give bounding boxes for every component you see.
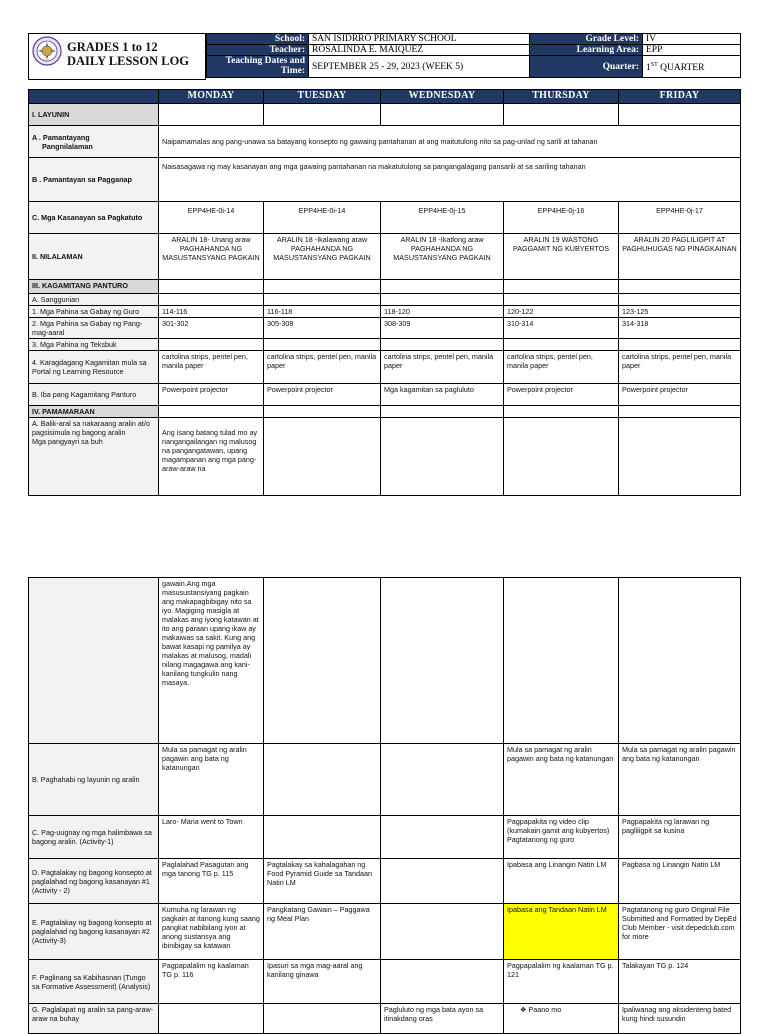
d-pagtalakay-label: D. Pagtalakay ng bagong konsepto at paglalahad ng bagong kasanayan #1 (Activity - 2)	[29, 859, 159, 904]
d-friday: Pagbasa ng Linangin Natin LM	[619, 859, 741, 904]
quarter-value	[643, 56, 741, 78]
teksbuk-label: 3. Mga Pahina ng Teksbuk	[29, 339, 159, 351]
f-friday: Talakayan TG p. 124	[619, 960, 741, 1004]
teaching-dates-value: SEPTEMBER 25 - 29, 2023 (WEEK 5)	[309, 56, 530, 78]
aaral-pages-tuesday: 305-308	[264, 318, 381, 339]
iba-friday: Powerpoint projector	[619, 384, 741, 406]
nilalaman-label: II. NILALAMAN	[29, 234, 159, 280]
grade-level-value: IV	[643, 34, 741, 45]
learning-area-value: EPP	[643, 45, 741, 56]
title-grades: GRADES 1 to 12	[67, 40, 158, 54]
e-tuesday: Pangkatang Gawain – Paggawa ng Meal Plan	[264, 904, 381, 960]
paghahabi-monday: Mula sa pamagat ng aralin pagawin ang bata ng katanungan	[159, 744, 264, 816]
d-tuesday: Pagtalakay sa kahalagahan ng Food Pyramid Guide sa Tandaan Natin LM	[264, 859, 381, 904]
teacher-value: ROSALINDA E. MAIQUEZ	[309, 45, 530, 56]
lesson-log-table-page-1	[28, 89, 741, 496]
karagdagang-friday: cartolina strips, pentel pen, manila paper	[619, 351, 741, 384]
g-friday: Ipaliwanag ang aksidenteng bated kung hindi susundin	[619, 1004, 741, 1034]
e-thursday-text: Ipabasa ang Tandaan Natin LM	[507, 905, 607, 914]
code-tuesday: EPP4HE-0i-14	[264, 202, 381, 234]
deped-seal-icon	[32, 36, 62, 66]
kasanayan-label: C. Mga Kasanayan sa Pagkatuto	[29, 202, 159, 234]
lesson-log-table-page-2	[28, 577, 741, 1034]
guro-pages-tuesday: 116-118	[264, 306, 381, 318]
day-header-monday: MONDAY	[159, 90, 264, 104]
c-thursday: Pagpapakita ng video clip (kumakain gamit ang kubyertos) Pagtatanong ng guro	[504, 816, 619, 859]
karagdagang-label: 4. Karagdagang Kagamitan mula sa Portal ng Learning Resource	[29, 351, 159, 384]
balik-aral-label	[29, 418, 159, 496]
grade-level-label: Grade Level:	[530, 34, 643, 45]
day-header-wednesday: WEDNESDAY	[381, 90, 504, 104]
sanggunian-label: A. Sanggunian	[29, 294, 159, 306]
guro-pages-thursday: 120-122	[504, 306, 619, 318]
f-thursday: Pagpapalalim ng kaalaman TG p. 121	[504, 960, 619, 1004]
e-friday: Pagtatanong ng guro Original File Submitted and Formatted by DepEd Club Member - visit depedclub.com for more	[619, 904, 741, 960]
header-info-table	[206, 33, 741, 78]
aaral-pages-friday: 314-318	[619, 318, 741, 339]
aaral-pages-wednesday: 308-309	[381, 318, 504, 339]
f-paglinang-label: F. Paglinang sa Kabihasnan (Tungo sa Formative Assessment) (Analysis)	[29, 960, 159, 1004]
c-monday: Laro- Maria went to Town	[159, 816, 264, 859]
header-title-box	[28, 33, 206, 80]
f-tuesday: Ipasuri sa mga mag-aaral ang kanilang ginawa	[264, 960, 381, 1004]
layunin-label: I. LAYUNIN	[29, 104, 159, 126]
day-header-blank	[29, 90, 159, 104]
balik-aral-label-line2: Mga pangyayri sa buh	[32, 437, 103, 446]
iba-monday: Powerpoint projector	[159, 384, 264, 406]
karagdagang-tuesday: cartolina strips, pentel pen, manila paper	[264, 351, 381, 384]
pamantayang-text: Naipamamalas ang pang-unawa sa batayang konsepto ng gawaing pantahanan at ang maitutulong nito sa pag-unlad ng sarili at tahanan	[159, 126, 741, 158]
paghahabi-label: B. Paghahabi ng layunin ng aralin	[29, 744, 159, 816]
title-daily-lesson-log: DAILY LESSON LOG	[67, 54, 190, 68]
code-thursday: EPP4HE-0j-16	[504, 202, 619, 234]
teaching-dates-label-line2: Time:	[280, 66, 305, 76]
guro-pages-wednesday: 118-120	[381, 306, 504, 318]
paghahabi-thursday: Mula sa pamagat ng aralin pagawin ang bata ng katanungan	[504, 744, 619, 816]
iba-thursday: Powerpoint projector	[504, 384, 619, 406]
quarter-text: QUARTER	[657, 63, 705, 74]
f-monday: Pagpapalalim ng kaalaman TG p. 116	[159, 960, 264, 1004]
paghahabi-friday: Mula sa pamagat ng aralin pagawin ang bata ng katanungan	[619, 744, 741, 816]
pagganap-label: B . Pamantayan sa Pagganap	[29, 158, 159, 202]
d-thursday: Ipabasa ang Linangin Natin LM	[504, 859, 619, 904]
e-monday: Kumuha ng larawan ng pagkain at itanong kung saang pangkat nabibilang iyon at anong sustansya ang ibinibigay sa katawan	[159, 904, 264, 960]
teaching-dates-label-line1: Teaching Dates and	[225, 56, 305, 66]
e-thursday	[504, 904, 619, 960]
g-thursday: ❖ Paano mo	[504, 1004, 619, 1034]
nilalaman-thursday: ARALIN 19 WASTONG PAGGAMIT NG KUBYERTOS	[504, 234, 619, 280]
pamantayang-label-line2: Pangnilalaman	[42, 141, 93, 151]
aaral-pages-thursday: 310-314	[504, 318, 619, 339]
gabay-guro-label: 1. Mga Pahina sa Gabay ng Guro	[29, 306, 159, 318]
nilalaman-friday: ARALIN 20 PAGLILIGPIT AT PAGHUHUGAS NG PINAGKAINAN	[619, 234, 741, 280]
kagamitan-label: III. KAGAMITANG PANTURO	[29, 280, 159, 294]
g-paglalapat-label: G. Paglalapat ng aralin sa pang-araw-araw na buhay	[29, 1004, 159, 1034]
d-monday: Paglalahad Pasagutan ang mga tanong TG p. 115	[159, 859, 264, 904]
pamamaraan-label: IV. PAMAMARAAN	[29, 406, 159, 418]
nilalaman-wednesday: ARALIN 18 -Ikatlong araw PAGHAHANDA NG MASUSTANSYANG PAGKAIN	[381, 234, 504, 280]
e-pagtalakay-label: E. Pagtalakay ng bagong konsepto at paglalahad ng bagong kasanayan #2 (Activity-3)	[29, 904, 159, 960]
pamantayang-label	[29, 126, 159, 158]
g-wednesday: Pagluluto ng mga bata ayon sa itinakdang oras	[381, 1004, 504, 1034]
c-friday: Pagpapakita ng larawan ng pagliligpit sa kusina	[619, 816, 741, 859]
quarter-suffix: ST	[650, 61, 658, 68]
code-friday: EPP4HE-0j-17	[619, 202, 741, 234]
code-monday: EPP4HE-0i-14	[159, 202, 264, 234]
pagganap-text: Naisasagawa ng may kasanayan ang mga gawaing pantahanan na makatutulong sa pangangalagang pansarili at sa sariling tahanan	[159, 158, 741, 202]
guro-pages-monday: 114-116	[159, 306, 264, 318]
balik-aral-continued-monday: gawain.Ang mga masusustansiyang pagkain ang makapagbibigay nito sa iyo. Magiging masigla at malakas ang iyong katawan at ito ang paraan upang ikaw ay makaiwas sa sakit. Kung ang bawat kasapi ng pamilya ay malakas at malusog, madali nilang magagawa ang kani-kanilang tungkulin nang masaya.	[159, 578, 264, 744]
teacher-label: Teacher:	[207, 45, 309, 56]
school-label: School:	[207, 34, 309, 45]
iba-tuesday: Powerpoint projector	[264, 384, 381, 406]
c-pag-uugnay-label: C. Pag-uugnay ng mga halimbawa sa bagong aralin. (Activity-1)	[29, 816, 159, 859]
nilalaman-monday: ARALIN 18- Unang araw PAGHAHANDA NG MASUSTANSYANG PAGKAIN	[159, 234, 264, 280]
pamantayang-label-line1: A . Pamantayang	[32, 132, 90, 142]
code-wednesday: EPP4HE-0j-15	[381, 202, 504, 234]
nilalaman-tuesday: ARALIN 18 -Ikalawang araw PAGHAHANDA NG MASUSTANSYANG PAGKAIN	[264, 234, 381, 280]
quarter-number: 1	[646, 63, 651, 74]
learning-area-label: Learning Area:	[530, 45, 643, 56]
day-header-tuesday: TUESDAY	[264, 90, 381, 104]
gabay-aaral-label: 2. Mga Pahina sa Gabay ng Pang-mag-aaral	[29, 318, 159, 339]
karagdagang-thursday: cartolina strips, pentel pen, manila paper	[504, 351, 619, 384]
day-header-thursday: THURSDAY	[504, 90, 619, 104]
teaching-dates-label	[207, 56, 309, 78]
iba-kagamitan-label: B. Iba pang Kagamitang Panturo	[29, 384, 159, 406]
day-header-friday: FRIDAY	[619, 90, 741, 104]
iba-wednesday: Mga kagamitan sa pagluluto	[381, 384, 504, 406]
guro-pages-friday: 123-125	[619, 306, 741, 318]
balik-aral-label-line1: A. Balik-aral sa nakaraang aralin at/o pagsisimula ng bagong aralin	[32, 419, 150, 437]
school-value: SAN ISIDRRO PRIMARY SCHOOL	[309, 34, 530, 45]
karagdagang-monday: cartolina strips, pentel pen, manila paper	[159, 351, 264, 384]
karagdagang-wednesday: cartolina strips, pentel pen, manila paper	[381, 351, 504, 384]
aaral-pages-monday: 301-302	[159, 318, 264, 339]
balik-aral-monday: Ang isang batang tulad mo ay nangangailangan ng malusog na pangangatawan, upang magampanan ang mga pang-araw-araw na	[159, 418, 264, 496]
quarter-label: Quarter:	[530, 56, 643, 78]
